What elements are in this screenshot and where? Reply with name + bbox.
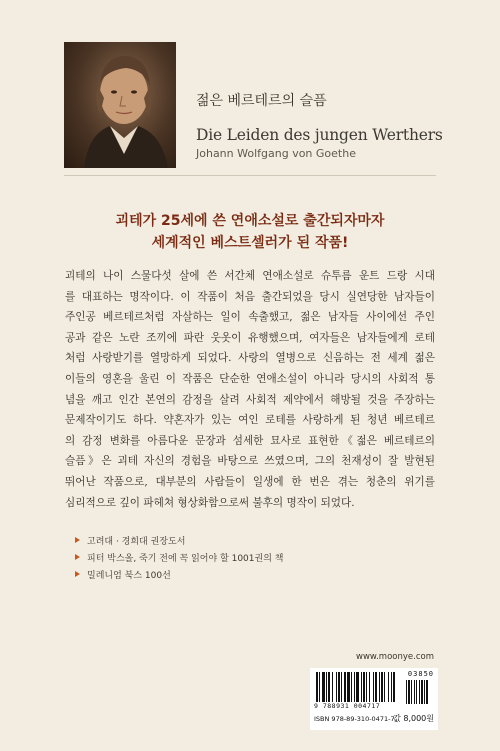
- synopsis-line: 이들의 영혼을 울린 이 작품은 단순한 연애소설이 아니라 당시의 사회적 통: [65, 372, 435, 385]
- addon-code: 03850: [407, 670, 434, 678]
- publisher-url: www.moonye.com: [356, 652, 434, 662]
- recommendation-item: [75, 566, 283, 582]
- isbn-number: ISBN 978-89-310-0471-7: [314, 715, 395, 723]
- synopsis-line: 념을 깨고 인간 본연의 감정을 살려 사회적 제약에서 해방될 것을 주장하는: [65, 393, 435, 406]
- synopsis-line: 심리적으로 깊이 파헤쳐 형상화함으로써 불후의 명작이 되었다.: [65, 496, 355, 509]
- recommendation-label: 고려대 · 경희대 권장도서: [87, 536, 186, 547]
- tagline: [0, 210, 500, 254]
- header-divider: [64, 175, 436, 176]
- triangle-bullet-icon: [75, 571, 80, 577]
- synopsis-line: 뛰어난 작품으로, 대부분의 사람들이 일생에 한 번은 겪는 청춘의 위기를: [65, 475, 435, 488]
- recommendation-label: 피터 박스올, 죽기 전에 꼭 읽어야 할 1001권의 책: [87, 553, 284, 564]
- price-label: 값 8,000원: [393, 714, 434, 723]
- recommendation-item: [75, 532, 283, 548]
- synopsis: [65, 266, 435, 513]
- recommendation-item: [75, 549, 283, 565]
- synopsis-line: 문제작이기도 하다. 약혼자가 있는 여인 로테를 사랑하게 된 청년 베르테르: [65, 414, 435, 427]
- synopsis-line: 공과 같은 노란 조끼에 파란 웃옷이 유행했으며, 여자들은 남자들에게 로테: [65, 331, 435, 344]
- goethe-portrait: [64, 42, 176, 168]
- title-german: Die Leiden des jungen Werthers: [196, 126, 443, 144]
- synopsis-line: 괴테의 나이 스물다섯 살에 쓴 서간체 연애소설로 슈투름 운트 드랑 시대: [65, 270, 435, 282]
- triangle-bullet-icon: [75, 554, 80, 560]
- triangle-bullet-icon: [75, 537, 80, 543]
- synopsis-line: 를 대표하는 명작이다. 이 작품이 처음 출간되었을 당시 실연당한 남자들이: [65, 290, 435, 303]
- synopsis-line: 의 감정 변화를 아름다운 문장과 섬세한 묘사로 표현한《젊은 베르테르의: [65, 434, 435, 447]
- author-name: Johann Wolfgang von Goethe: [196, 147, 356, 160]
- recommendation-label: 밀레니엄 북스 100선: [87, 570, 171, 581]
- recommendation-list: [75, 532, 283, 583]
- barcode-panel: [310, 668, 438, 730]
- synopsis-line: 슬픔》은 괴테 자신의 경험을 바탕으로 쓰였으며, 그의 천재성이 잘 발현된: [65, 455, 435, 468]
- synopsis-line: 처럼 사랑받기를 열망하게 되었다. 사랑의 열병으로 신음하는 전 세계 젊은: [65, 352, 435, 365]
- tagline-line-2: 세계적인 베스트셀러가 된 작품!: [151, 235, 349, 251]
- tagline-line-1: 괴테가 25세에 쓴 연애소설로 출간되자마자: [115, 213, 385, 229]
- ean-number: 9 788931 004717: [314, 702, 381, 710]
- title-korean: 젊은 베르테르의 슬픔: [196, 93, 327, 109]
- book-title-block: [196, 90, 486, 160]
- synopsis-line: 주인공 베르테르처럼 자살하는 일이 속출했고, 젊은 남자들 사이에선 주인: [65, 311, 435, 324]
